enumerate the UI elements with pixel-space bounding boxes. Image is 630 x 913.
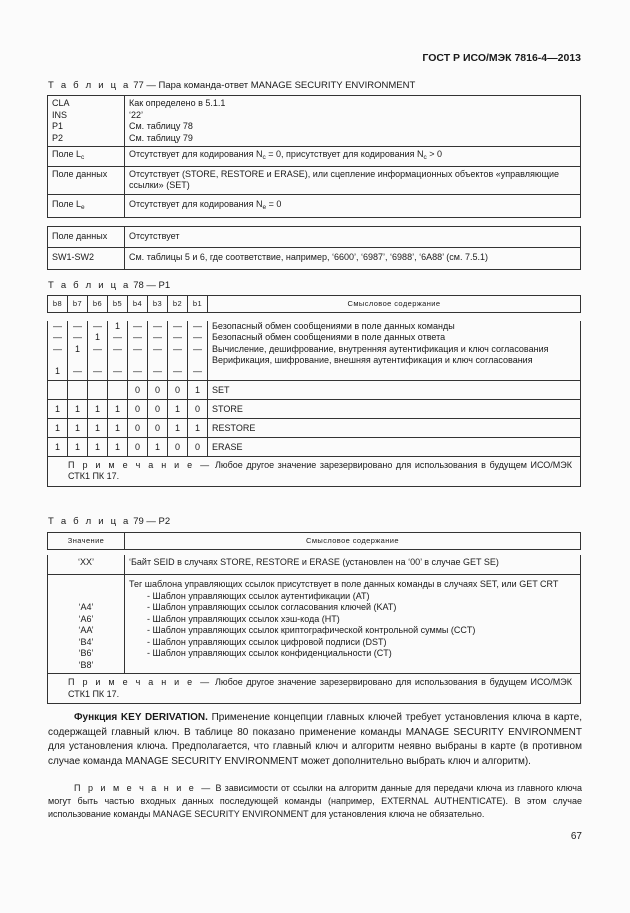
subscript: e — [262, 203, 267, 211]
bit-cell: 1 — [108, 437, 128, 456]
standard-header: ГОСТ Р ИСО/МЭК 7816-4—2013 — [422, 52, 581, 64]
bit-cell — [88, 380, 108, 399]
table77-caption-label: Т а б л и ц а — [48, 80, 131, 91]
table-row — [48, 399, 581, 418]
table79-note — [48, 674, 581, 704]
table-row — [48, 166, 581, 194]
subscript: c — [423, 154, 427, 161]
note-label: П р и м е ч а н и е — — [68, 459, 212, 470]
table77-cell-value — [125, 194, 581, 218]
value-cell — [48, 575, 125, 674]
table79-caption-text: 79 — P2 — [133, 516, 171, 527]
meaning-cell: ERASE — [208, 437, 581, 456]
text: = 0 — [266, 198, 282, 209]
bit-cell: 1 — [148, 437, 168, 456]
meaning-cell: SET — [208, 380, 581, 399]
bit-cell: 0 — [128, 380, 148, 399]
bit-cell: 1 — [168, 418, 188, 437]
table-row — [48, 194, 581, 218]
bit-cell: 1 — [108, 399, 128, 418]
table77-cell-value: См. таблицы 5 и 6, где соответствие, например, ‘6600’, ‘6987’, ‘6988’, ‘6A88’ (см. 7.5.1) — [125, 247, 581, 270]
bit-cell: 1 — [88, 437, 108, 456]
table77-caption — [48, 80, 415, 91]
table77-cell-name: CLA INS P1 P2 — [48, 96, 125, 147]
table-row — [48, 555, 581, 575]
table77-cell-name: Поле данных — [48, 166, 125, 194]
note-paragraph — [48, 782, 582, 822]
subscript: e — [81, 203, 85, 211]
bit-cell: 0 — [188, 437, 208, 456]
value-line: ‘A6’ — [78, 613, 94, 624]
table77-cell-value: Отсутствует — [125, 227, 581, 248]
table-row — [48, 380, 581, 399]
table-row — [48, 321, 581, 381]
table-row — [48, 575, 581, 674]
bit-cell — [108, 380, 128, 399]
text: Отсутствует для кодирования N — [129, 149, 263, 159]
bit-cell: 0 — [148, 380, 168, 399]
note-label: П р и м е ч а н и е — — [68, 677, 212, 687]
table-row — [48, 147, 581, 167]
table-row — [48, 96, 581, 147]
value-line: ‘B6’ — [78, 648, 94, 658]
bit-cell: 1 — [48, 418, 68, 437]
meaning-line: Вычисление, дешифрование, внутренняя аутентификация и ключ согласования — [212, 343, 549, 354]
header-value: Значение — [48, 533, 125, 550]
note-label: П р и м е ч а н и е — — [74, 783, 213, 793]
table78-caption-label: Т а б л и ц а — [48, 280, 131, 291]
bit-cell: 0 — [128, 399, 148, 418]
header-b2: b2 — [168, 296, 188, 313]
bit-cell: 1 — [88, 418, 108, 437]
header-b8: b8 — [48, 296, 68, 313]
bit-cell: — — — — — [148, 321, 168, 381]
header-b4: b4 — [128, 296, 148, 313]
meaning-cell — [125, 575, 581, 674]
bit-cell: 1 — — — — [108, 321, 128, 381]
table78 — [47, 295, 581, 487]
bit-cell: 0 — [128, 437, 148, 456]
bit-cell: 1 — [108, 418, 128, 437]
bit-cell: 0 — [168, 437, 188, 456]
field-name: Поле L — [52, 198, 82, 209]
meaning-line: - Шаблон управляющих ссылок хэш-кода (HT) — [147, 613, 340, 624]
table78-note-row — [48, 456, 581, 486]
meaning-cell: RESTORE — [208, 418, 581, 437]
header-b3: b3 — [148, 296, 168, 313]
bit-cell: 0 — [148, 418, 168, 437]
header-b1: b1 — [188, 296, 208, 313]
bit-cell: 1 — [68, 418, 88, 437]
note-text: В зависимости от ссылки на алгоритм данные для передачи ключа из главного ключа могут быть частью входных данных последующей команды (например, EXTERNAL AUTHENTICATE). В этом случае использование команды MANAGE SECURITY ENVIRONMENT для установления ключа не обязательно. — [48, 783, 582, 820]
table77-cell-value — [125, 147, 581, 167]
bit-cell: 1 — [188, 380, 208, 399]
table79-caption — [48, 516, 170, 527]
meaning-line: - Шаблон управляющих ссылок криптографической контрольной суммы (CCT) — [147, 625, 476, 635]
subscript: c — [81, 154, 85, 161]
table77 — [47, 95, 581, 270]
bit-cell: 0 — [168, 380, 188, 399]
meaning-cell: STORE — [208, 399, 581, 418]
table77-cell-value: Отсутствует (STORE, RESTORE и ERASE), или сцепление информационных объектов «управляющие ссылки» (SET) — [125, 166, 581, 194]
value-line: ‘B8’ — [78, 659, 94, 670]
bit-cell: 1 — [68, 437, 88, 456]
value-line: ‘A4’ — [78, 602, 94, 612]
table77-cell-value: Как определено в 5.1.1 ‘22’ См. таблицу 78 См. таблицу 79 — [125, 96, 581, 147]
table77-caption-text: 77 — Пара команда-ответ MANAGE SECURITY ENVIRONMENT — [133, 80, 416, 91]
bit-cell — [48, 380, 68, 399]
bit-cell: 1 — [188, 418, 208, 437]
meaning-line: - Шаблон управляющих ссылок конфиденциальности (CT) — [147, 648, 392, 658]
note-text: Любое другое значение зарезервировано для использования в будущем ИСО/МЭК СТК1 ПК 17. — [68, 459, 572, 481]
subscript: c — [262, 154, 266, 161]
bit-cell: — — — — — [188, 321, 208, 381]
text: Отсутствует для кодирования N — [129, 198, 263, 209]
table78-note — [48, 456, 581, 486]
meaning-line: Верификация, шифрование, внешняя аутентификация и ключ согласования — [212, 355, 533, 365]
meaning-line: Безопасный обмен сообщениями в поле данных команды — [212, 320, 455, 331]
meaning-intro: Тег шаблона управляющих ссылок присутствует в поле данных команды в случаях SET, или GET CRT — [129, 579, 559, 589]
meaning-line: Безопасный обмен сообщениями в поле данных ответа — [212, 332, 446, 342]
key-derivation-paragraph — [48, 711, 582, 769]
bit-cell: — — — — — [168, 321, 188, 381]
table77-cell-name — [48, 147, 125, 167]
table78-header-row — [48, 296, 581, 313]
table78-caption-text: 78 — P1 — [133, 280, 171, 291]
bit-cell: 0 — [128, 418, 148, 437]
page-number: 67 — [570, 831, 582, 842]
value-cell: ‘XX’ — [48, 555, 125, 575]
bit-cell: — 1 — — — [88, 321, 108, 381]
table78-caption — [48, 280, 170, 291]
text: > 0 — [426, 149, 443, 159]
table-row — [48, 227, 581, 248]
header-b5: b5 — [108, 296, 128, 313]
header-b6: b6 — [88, 296, 108, 313]
text: = 0, присутствует для кодирования N — [265, 149, 424, 159]
meaning-cell — [208, 321, 581, 381]
bit-cell: 1 — [68, 399, 88, 418]
bit-cell — [68, 380, 88, 399]
table77-cell-name: Поле данных — [48, 227, 125, 248]
note-text: Любое другое значение зарезервировано для использования в будущем ИСО/МЭК СТК1 ПК 17. — [68, 677, 572, 699]
bit-cell: — — — 1 — [48, 321, 68, 381]
value-line: ‘B4’ — [78, 636, 94, 647]
meaning-cell: ‘Байт SEID в случаях STORE, RESTORE и ERASE (установлен на ‘00’ в случае GET SE) — [125, 555, 581, 575]
bit-cell: 1 — [48, 437, 68, 456]
meaning-line: - Шаблон управляющих ссылок согласования ключей (KAT) — [147, 602, 397, 612]
bit-cell: — — — — — [128, 321, 148, 381]
table79-caption-label: Т а б л и ц а — [48, 516, 131, 527]
bit-cell: 0 — [148, 399, 168, 418]
paragraph-heading: Функция KEY DERIVATION. — [74, 712, 208, 723]
table-row — [48, 247, 581, 270]
table79-header-row — [48, 533, 581, 550]
bit-cell: 0 — [188, 399, 208, 418]
paragraph-text: Применение концепции главных ключей требует установления ключа в карте, содержащей главный ключ. В таблице 80 показано применение команды MANAGE SECURITY ENVIRONMENT для установления ключа. Предполагается, что главный ключ и алгоритм неявно выбраны в карте (в противном случае команда MANAGE SECURITY ENVIRONMENT может дополнительно выбрать ключ и алгоритм). — [48, 712, 582, 767]
table77-cell-name: SW1-SW2 — [48, 247, 125, 270]
table-row — [48, 418, 581, 437]
bit-cell: — — 1 — — [68, 321, 88, 381]
header-meaning: Смысловое содержание — [208, 296, 581, 313]
value-line: ‘AA’ — [78, 625, 94, 635]
table79 — [47, 532, 581, 704]
header-b7: b7 — [68, 296, 88, 313]
table79-note-row — [48, 674, 581, 704]
meaning-line: - Шаблон управляющих ссылок цифровой подписи (DST) — [147, 636, 387, 647]
bit-cell: 1 — [168, 399, 188, 418]
table77-cell-name — [48, 194, 125, 218]
header-meaning: Смысловое содержание — [125, 533, 581, 550]
bit-cell: 1 — [88, 399, 108, 418]
meaning-line: - Шаблон управляющих ссылок аутентификации (AT) — [147, 590, 370, 601]
table-row — [48, 437, 581, 456]
field-name: Поле L — [52, 149, 82, 159]
bit-cell: 1 — [48, 399, 68, 418]
